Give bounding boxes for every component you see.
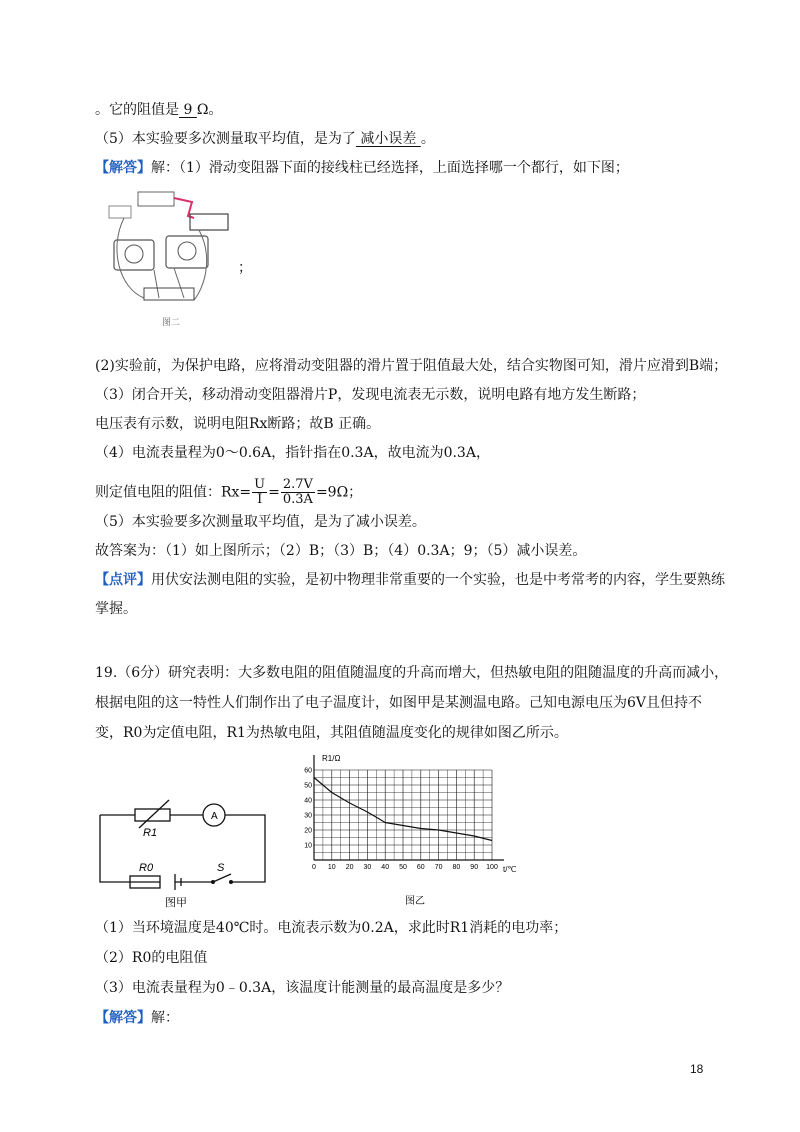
line-formula <box>95 478 362 507</box>
line-resistance-value <box>95 100 222 120</box>
x-tick-label: 60 <box>416 864 425 871</box>
x-tick-label: 80 <box>452 864 461 871</box>
line-step3: （3）闭合开关，移动滑动变阻器滑片P，发现电流表无示数，说明电路有地方发生断路； <box>95 387 646 403</box>
x-tick-label: 100 <box>486 864 498 871</box>
question-19-line1: 19.（6分）研究表明：大多数电阻的阻值随温度的升高而增大，但热敏电阻的阻随温度的升高而减小， <box>95 665 729 681</box>
ammeter-label: A <box>211 811 218 822</box>
x-tick-label: 50 <box>399 864 407 871</box>
line-purpose <box>95 129 435 149</box>
text: =9Ω； <box>315 484 363 501</box>
x-tick-label: 40 <box>381 864 390 871</box>
chart-grid <box>314 755 504 860</box>
line-step4: （4）电流表量程为0～0.6A，指针指在0.3A，故电流为0.3A， <box>95 445 490 461</box>
photo-caption: 图二 <box>162 317 181 327</box>
solution-tag: 【解答】 <box>95 1010 151 1026</box>
x-tick-label: 10 <box>327 864 336 871</box>
r1-label: R1 <box>143 827 158 839</box>
x-tick-label: 0 <box>312 864 316 871</box>
y-tick-label: 40 <box>304 797 312 805</box>
text: Ω。 <box>196 102 223 118</box>
r0-label: R0 <box>139 862 154 874</box>
line-solution-final <box>95 1008 179 1028</box>
x-axis-label: t/℃ <box>503 865 517 874</box>
y-tick-label: 30 <box>304 812 312 820</box>
text: 解：（1）滑动变阻器下面的接线柱已经选择，上面选择哪一个都行，如下图； <box>151 160 629 176</box>
sub-question-2: （2）R0的电阻值 <box>95 950 208 966</box>
x-tick-label: 30 <box>363 864 372 871</box>
y-tick-label: 60 <box>304 767 312 775</box>
x-tick-label: 90 <box>470 864 479 871</box>
comment-tag: 【点评】 <box>95 572 151 588</box>
line-step3b: 电压表有示数，说明电阻Rx断路；故B 正确。 <box>95 416 381 432</box>
resistance-temperature-chart <box>300 750 535 910</box>
line-comment <box>95 570 725 590</box>
chart-ticks <box>304 768 498 872</box>
page-number: 18 <box>690 1062 704 1076</box>
answer-blank: 9 <box>179 102 197 118</box>
y-tick-label: 20 <box>304 827 312 835</box>
text: 。 <box>420 131 435 147</box>
answer-blank: 减小误差 <box>355 131 421 147</box>
switch-label: S <box>217 862 225 874</box>
sub-question-1: （1）当环境温度是40℃时。电流表示数为0.2A，求此时R1消耗的电功率； <box>95 920 568 936</box>
solution-tag: 【解答】 <box>95 160 151 176</box>
text: 。它的阻值是 <box>95 102 179 118</box>
text: 用伏安法测电阻的实验，是初中物理非常重要的一个实验，也是中考常考的内容，学生要熟练 <box>151 572 725 588</box>
y-tick-label: 10 <box>304 842 312 850</box>
text: 则定值电阻的阻值：Rx= <box>95 484 252 501</box>
wiring-photo <box>104 188 234 333</box>
line-answers: 故答案为：（1）如上图所示；（2）B；（3）B；（4）0.3A；9；（5）减小误差。 <box>95 543 587 559</box>
denominator: 0.3A <box>282 492 313 507</box>
sub-question-3: （3）电流表量程为0﹣0.3A，该温度计能测量的最高温度是多少？ <box>95 980 510 996</box>
numerator: U <box>254 477 266 492</box>
y-tick-label: 50 <box>304 782 312 790</box>
photo-suffix: ； <box>238 260 252 276</box>
circuit-diagram <box>95 790 275 910</box>
fraction-u-over-i <box>252 478 267 507</box>
text: （5）本实验要多次测量取平均值，是为了 <box>95 131 356 147</box>
y-axis-label: R1/Ω <box>322 754 341 763</box>
question-19-line2: 根据电阻的这一特性人们制作出了电子温度计，如图甲是某测温电路。己知电源电压为6V且但持不 <box>95 695 703 711</box>
x-tick-label: 70 <box>434 864 443 871</box>
numerator: 2.7V <box>282 477 313 492</box>
question-19-line3: 变，R0为定值电阻，R1为热敏电阻，其阻值随温度变化的规律如图乙所示。 <box>95 725 568 741</box>
line-solution-start <box>95 158 629 178</box>
text: 解： <box>151 1010 179 1026</box>
circuit-caption: 图甲 <box>165 897 187 909</box>
line-step2: (2)实验前，为保护电路，应将滑动变阻器的滑片置于阻值最大处，结合实物图可知，滑片应滑到B端； <box>95 358 728 374</box>
line-comment-end: 掌握。 <box>95 601 137 617</box>
fraction-values <box>281 478 315 507</box>
denominator: I <box>257 492 263 507</box>
equals: = <box>268 484 280 501</box>
line-step5: （5）本实验要多次测量取平均值，是为了减小误差。 <box>95 514 426 530</box>
chart-caption: 图乙 <box>405 896 425 907</box>
x-tick-label: 20 <box>345 864 354 871</box>
